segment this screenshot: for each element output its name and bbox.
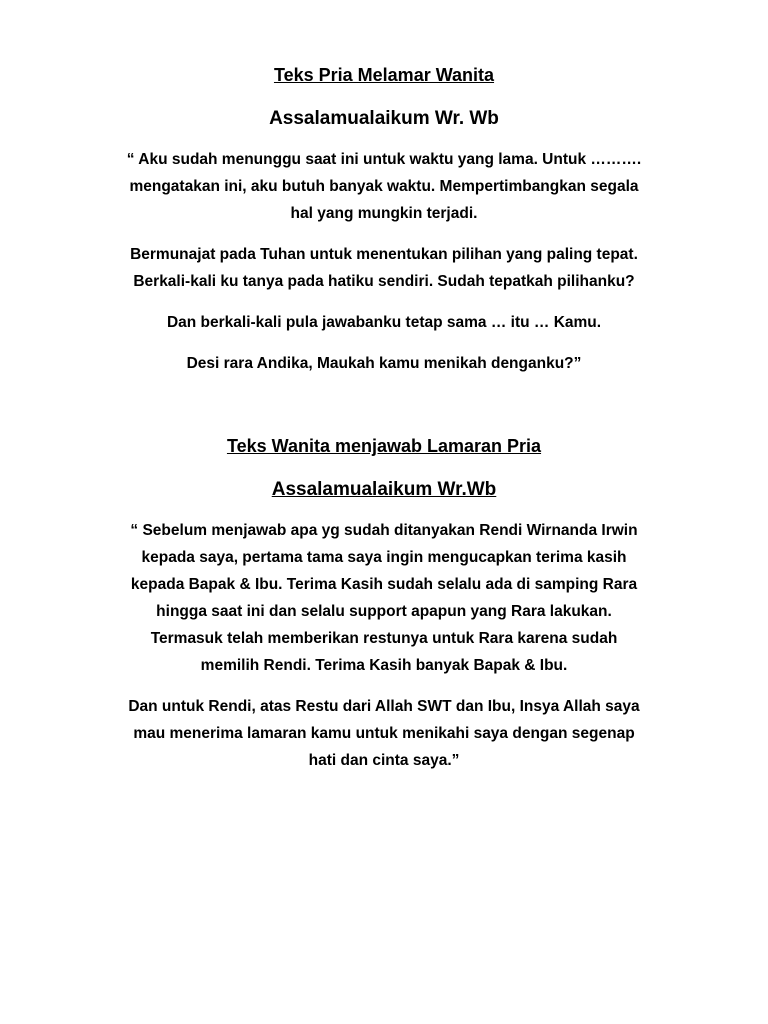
paragraph [70,146,698,227]
paragraph [70,350,698,377]
paragraph-line: hingga saat ini dan selalu support apapun yang Rara lakukan. [156,603,612,620]
greeting: Assalamualaikum Wr. Wb [269,108,499,129]
paragraph-line: Termasuk telah memberikan restunya untuk Rara karena sudah [150,630,618,647]
paragraph-line: Dan untuk Rendi, atas Restu dari Allah SWT dan Ibu, Insya Allah saya [128,698,640,715]
section-title: Teks Pria Melamar Wanita [273,65,495,85]
paragraph [70,517,698,679]
paragraph-line: “ Aku sudah menunggu saat ini untuk waktu yang lama. Untuk ………. [126,151,642,168]
paragraph-line: Berkali-kali ku tanya pada hatiku sendiri. Sudah tepatkah pilihanku? [133,273,635,290]
section-proposal [70,0,698,377]
paragraph-line: “ Sebelum menjawab apa yg sudah ditanyakan Rendi Wirnanda Irwin [130,522,638,539]
paragraph [70,693,698,774]
paragraph-line: Bermunajat pada Tuhan untuk menentukan pilihan yang paling tepat. [130,246,638,263]
paragraph-line: kepada Bapak & Ibu. Terima Kasih sudah selalu ada di samping Rara [130,576,638,593]
paragraph-line: hati dan cinta saya.” [308,752,460,769]
paragraph-line: hal yang mungkin terjadi. [290,205,478,222]
paragraph-line: Desi rara Andika, Maukah kamu menikah denganku?” [186,355,582,372]
paragraph [70,241,698,295]
paragraph-line: memilih Rendi. Terima Kasih banyak Bapak & Ibu. [200,657,568,674]
greeting: Assalamualaikum Wr.Wb [271,479,497,500]
section-title: Teks Wanita menjawab Lamaran Pria [226,436,542,456]
paragraph-line: kepada saya, pertama tama saya ingin mengucapkan terima kasih [141,549,627,566]
paragraph [70,309,698,336]
paragraph-line: mengatakan ini, aku butuh banyak waktu. Mempertimbangkan segala [129,178,639,195]
section-answer [70,391,698,774]
paragraph-line: mau menerima lamaran kamu untuk menikahi saya dengan segenap [133,725,635,742]
paragraph-line: Dan berkali-kali pula jawabanku tetap sama … itu … Kamu. [166,314,602,331]
